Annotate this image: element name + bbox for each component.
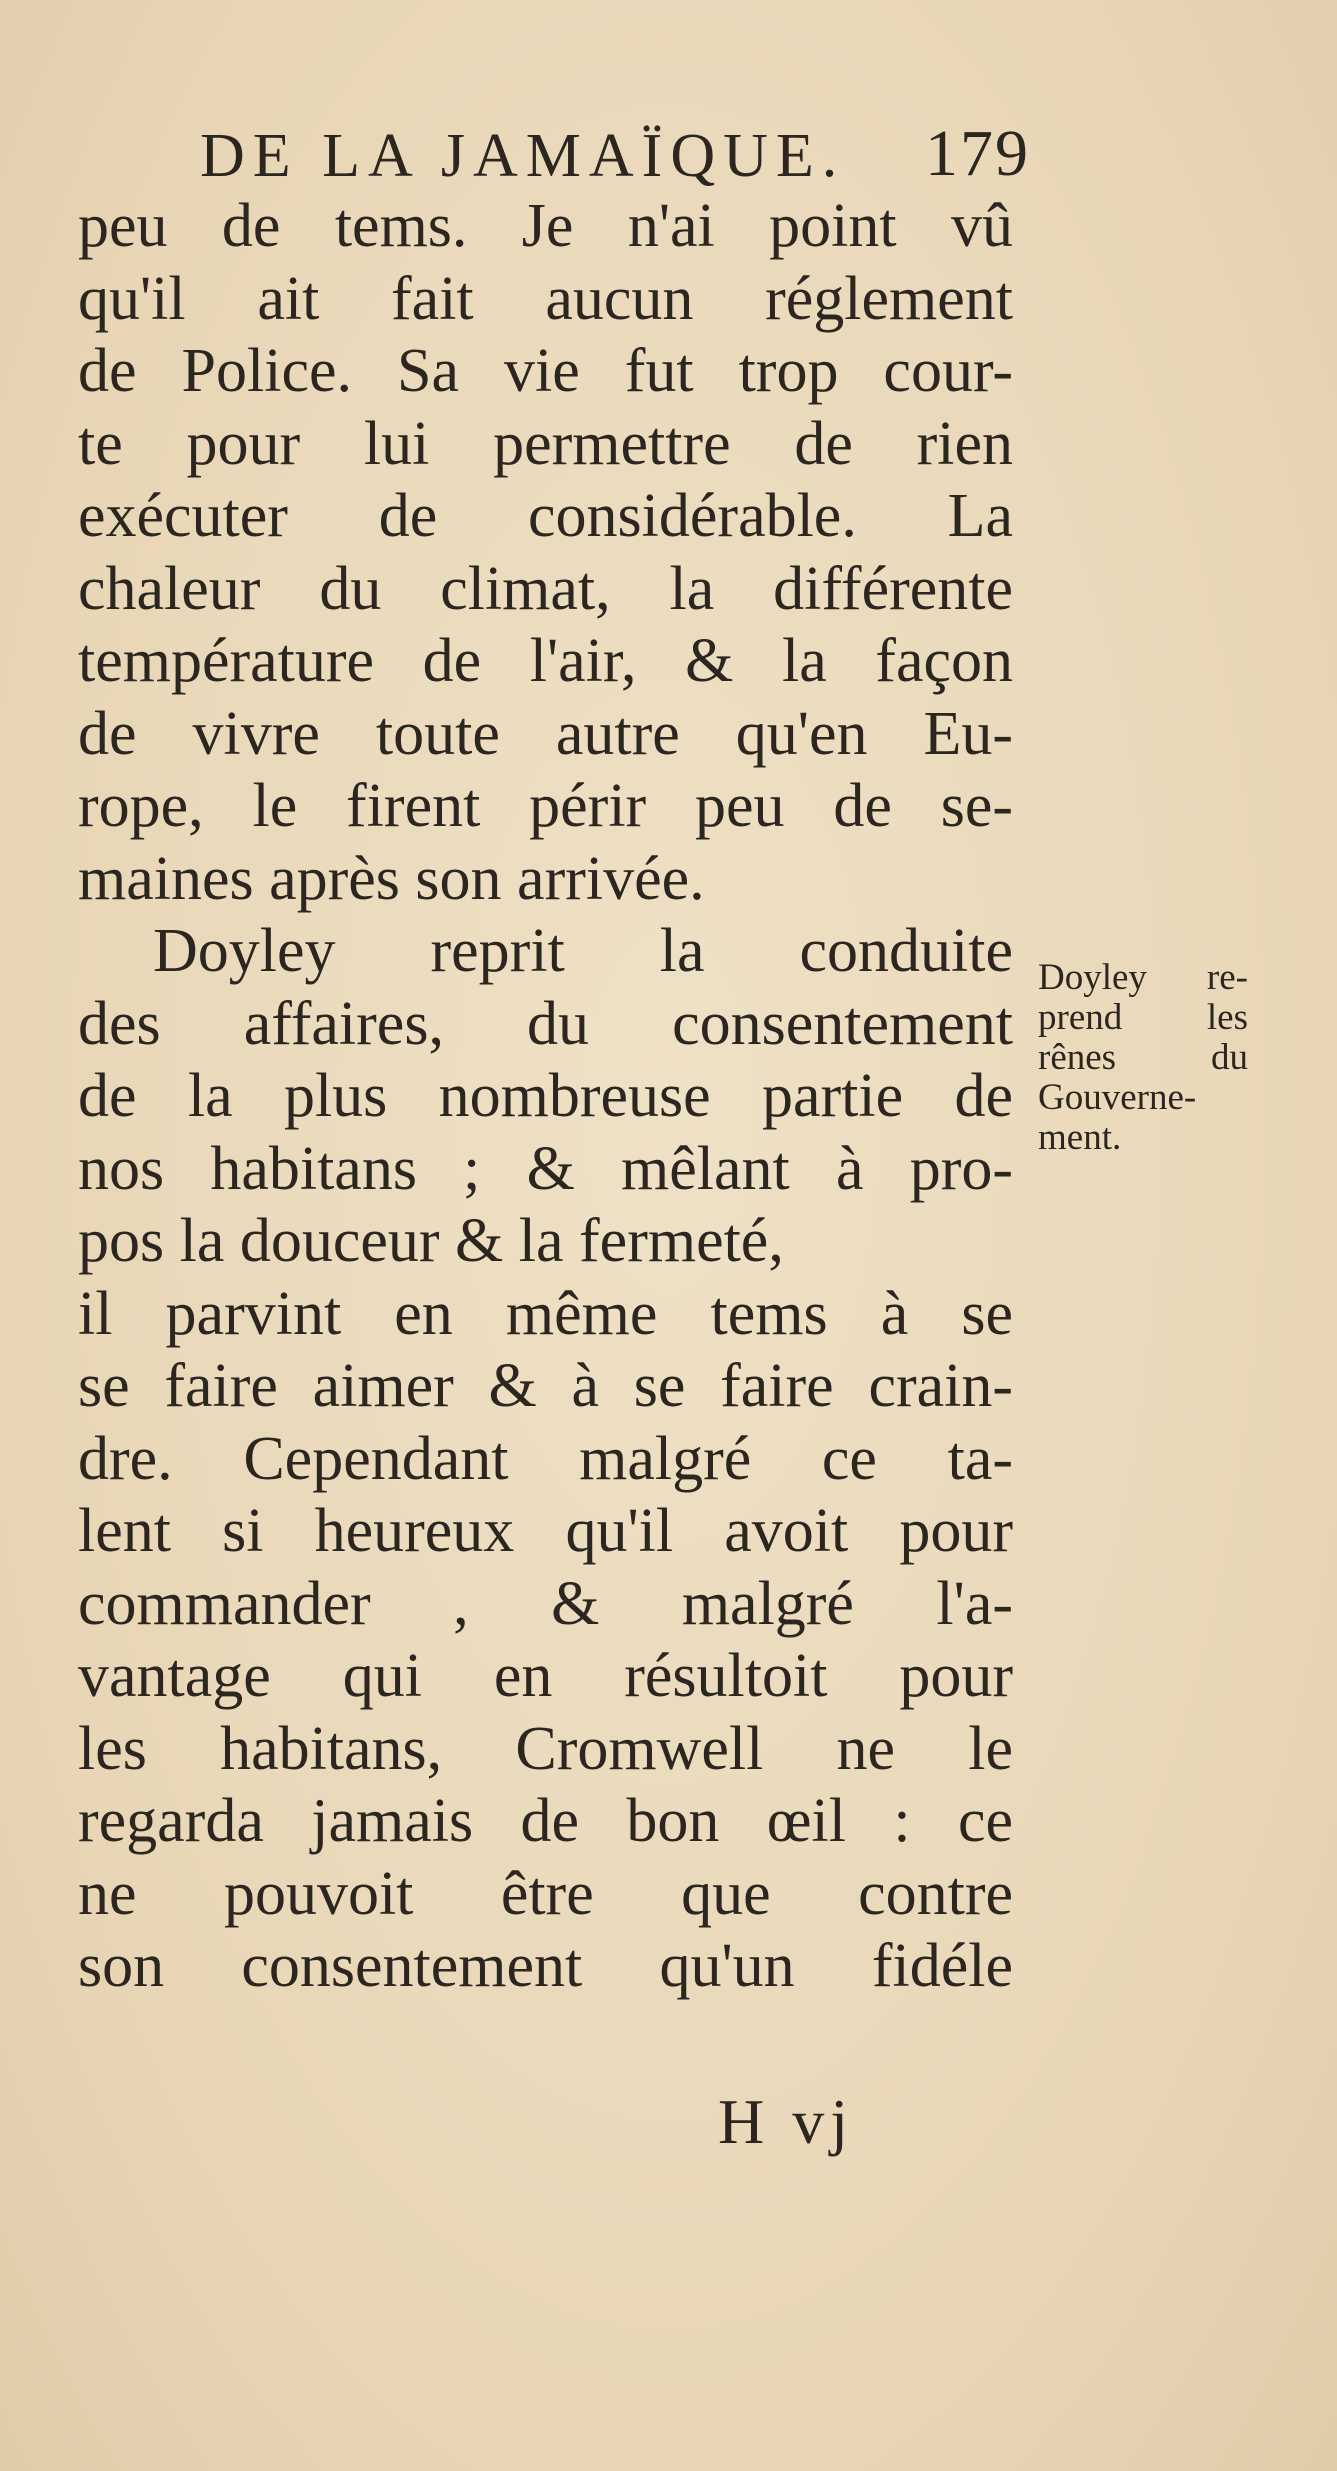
margin-note-line: ment. [1038,1117,1122,1158]
text-line: nos habitans ; & mêlant à pro- [78,1134,1013,1203]
margin-note-line: Doyley re- [1038,957,1248,998]
text-line: de la plus nombreuse partie de [78,1062,1013,1130]
text-line: de Police. Sa vie fut trop cour- [78,337,1013,405]
text-line: Doyley reprit la conduite [153,917,1013,985]
text-line: dre. Cependant malgré ce ta- [78,1424,1013,1493]
text-line: maines après son arrivée. [78,844,705,913]
running-header [200,112,1030,192]
text-line: ne pouvoit être que contre [78,1859,1013,1928]
text-line: des affaires, du consentement [78,989,1013,1058]
text-line: te pour lui permettre de rien [78,409,1013,478]
margin-note [1038,958,1248,1158]
text-line: peu de tems. Je n'ai point vû [78,192,1013,260]
text-line: de vivre toute autre qu'en Eu- [78,699,1013,768]
text-line: lent si heureux qu'il avoit pour [78,1497,1013,1565]
text-line: chaleur du climat, la différente [78,554,1013,623]
text-line: pos la douceur & la fermeté, [78,1207,784,1275]
text-line: exécuter de considérable. La [78,482,1013,550]
body-text [78,190,1013,2003]
text-line: température de l'air, & la façon [78,627,1013,695]
margin-note-line: rênes du [1038,1037,1248,1078]
text-line: se faire aimer & à se faire crain- [78,1352,1013,1420]
text-line: rope, le firent périr peu de se- [78,772,1013,840]
margin-note-line: prend les [1038,997,1248,1038]
running-title: DE LA JAMAÏQUE. [200,122,846,190]
text-line: qu'il ait fait aucun réglement [78,264,1013,333]
text-line: commander , & malgré l'a- [78,1569,1013,1638]
signature-mark: H vj [718,2086,854,2157]
text-line: il parvint en même tems à se [78,1279,1013,1348]
text-line: les habitans, Cromwell ne le [78,1714,1013,1783]
text-line: regarda jamais de bon œil : ce [78,1787,1013,1855]
text-line: vantage qui en résultoit pour [78,1642,1013,1710]
text-line: son consentement qu'un fidéle [78,1932,1013,2000]
margin-note-line: Gouverne- [1038,1077,1197,1118]
page-number: 179 [925,117,1030,190]
